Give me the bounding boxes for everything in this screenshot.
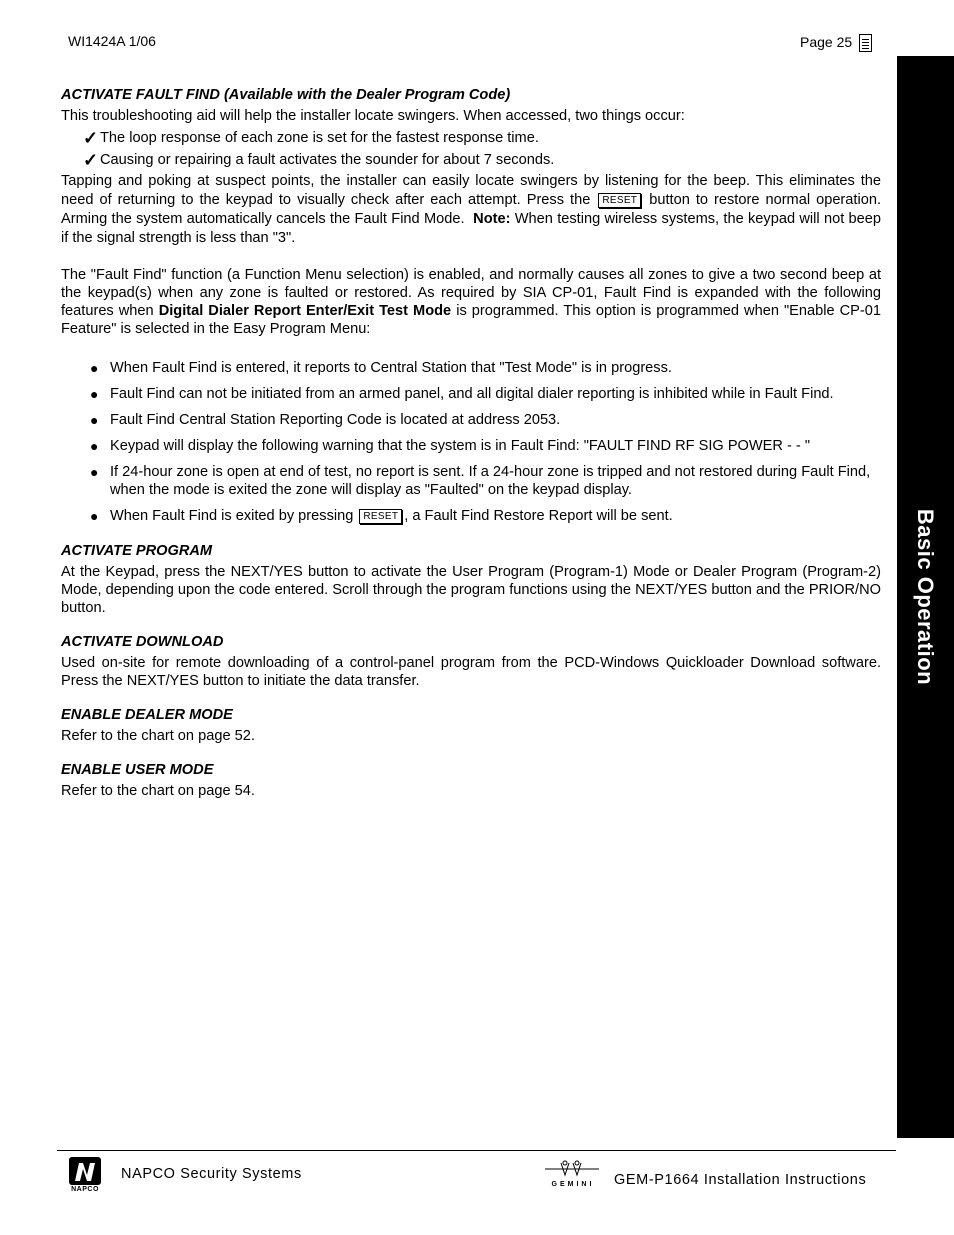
heading-enable-dealer-mode: ENABLE DEALER MODE — [61, 707, 233, 723]
fault-find-intro: This troubleshooting aid will help the installer locate swingers. When accessed, two things occur: — [61, 108, 685, 124]
footer-divider — [57, 1150, 896, 1151]
reset-key-icon: RESET — [598, 193, 641, 208]
fault-find-bullet-list — [61, 359, 881, 525]
list-item — [61, 385, 881, 403]
company-name: NAPCO Security Systems — [121, 1166, 302, 1182]
page-label: Page 25 — [800, 34, 853, 50]
para2-text-a: The "Fault Find" function (a Function Menu selection) is enabled, and normally causes all zones to give a two second beep at the keypad(s) when any zone is faulted or restored. As required by SIA CP-01, Fault Find is expanded with the following features when — [61, 267, 881, 319]
list-item — [61, 411, 881, 429]
list-item — [61, 359, 881, 377]
checkmark-icon: ✓ — [83, 128, 99, 148]
list-item-text: Fault Find Central Station Reporting Code is located at address 2053. — [110, 412, 561, 428]
main-content — [61, 86, 881, 800]
note-label: Note: — [473, 211, 511, 227]
bullet-icon: ● — [90, 360, 99, 376]
list-item-text: Fault Find can not be initiated from an armed panel, and all digital dialer reporting is inhibited while in Fault Find. — [110, 386, 834, 402]
activate-download-text: Used on-site for remote downloading of a control-panel program from the PCD-Windows Quickloader Download software. Press the NEXT/YES button to initiate the data transfer. — [61, 655, 881, 689]
section-label: Basic Operation — [913, 508, 938, 686]
para1-text-b: button to restore normal operation. Arming the system automatically cancels the Fault Find Mode. — [61, 192, 881, 227]
list-item-text-a: When Fault Find is exited by pressing — [110, 508, 354, 524]
check-item — [83, 129, 881, 147]
gemini-logo — [543, 1159, 603, 1189]
para2-text-b: is programmed. This option is programmed when "Enable CP-01 Feature" is selected in the Easy Program Menu: — [61, 303, 881, 337]
heading-activate-program: ACTIVATE PROGRAM — [61, 543, 213, 559]
page-icon — [859, 34, 872, 52]
para1-text-a: Tapping and poking at suspect points, the installer can easily locate swingers by listening for the beep. This eliminates the need of returning to the keypad to visually check after each attempt. Press the — [61, 173, 881, 208]
enable-dealer-mode-text: Refer to the chart on page 52. — [61, 728, 255, 744]
bullet-icon: ● — [90, 438, 99, 454]
fault-find-paragraph-1 — [61, 172, 881, 248]
heading-fault-find: ACTIVATE FAULT FIND (Available with the Dealer Program Code) — [61, 87, 511, 103]
reset-key-icon: RESET — [359, 509, 402, 524]
page-number — [800, 33, 872, 51]
bullet-icon: ● — [90, 464, 99, 480]
list-item-text: When Fault Find is entered, it reports to Central Station that "Test Mode" is in progress. — [110, 360, 672, 376]
checkmark-icon: ✓ — [83, 150, 99, 170]
product-title: GEM-P1664 Installation Instructions — [614, 1172, 867, 1188]
para1-text-c: When testing wireless systems, the keypad will not beep if the signal strength is less than "3". — [61, 211, 882, 246]
list-item-text: Keypad will display the following warning that the system is in Fault Find: "FAULT FIND RF SIG POWER - - " — [110, 438, 811, 454]
list-item — [61, 463, 881, 499]
bullet-icon: ● — [90, 508, 99, 524]
enable-user-mode-text: Refer to the chart on page 54. — [61, 783, 255, 799]
bullet-icon: ● — [90, 412, 99, 428]
list-item-text-b: , a Fault Find Restore Report will be sent. — [404, 508, 673, 524]
bullet-icon: ● — [90, 386, 99, 402]
check-item-text: The loop response of each zone is set for the fastest response time. — [100, 130, 539, 146]
fault-find-paragraph-2 — [61, 266, 881, 338]
document-id: WI1424A 1/06 — [68, 33, 156, 49]
heading-activate-download: ACTIVATE DOWNLOAD — [61, 634, 224, 650]
check-item-text: Causing or repairing a fault activates the sounder for about 7 seconds. — [100, 152, 555, 168]
para2-bold-text: Digital Dialer Report Enter/Exit Test Mode — [158, 303, 452, 319]
list-item — [61, 507, 881, 525]
activate-program-text: At the Keypad, press the NEXT/YES button to activate the User Program (Program-1) Mode or Dealer Program (Program-2) Mode, depending upon the code entered. Scroll through the program functions using the NEXT/YES button and the PRIOR/NO button. — [61, 564, 881, 616]
list-item — [61, 437, 881, 455]
heading-enable-user-mode: ENABLE USER MODE — [61, 762, 214, 778]
gemini-logo-text: GEMINI — [551, 1181, 595, 1188]
section-sidebar — [897, 56, 954, 1138]
list-item-text: If 24-hour zone is open at end of test, no report is sent. If a 24-hour zone is tripped and not restored during Fault Find, when the mode is exited the zone will display as "Faulted" on the keypad display. — [110, 464, 871, 498]
napco-logo-text: NAPCO — [71, 1186, 99, 1193]
check-item — [83, 151, 881, 169]
